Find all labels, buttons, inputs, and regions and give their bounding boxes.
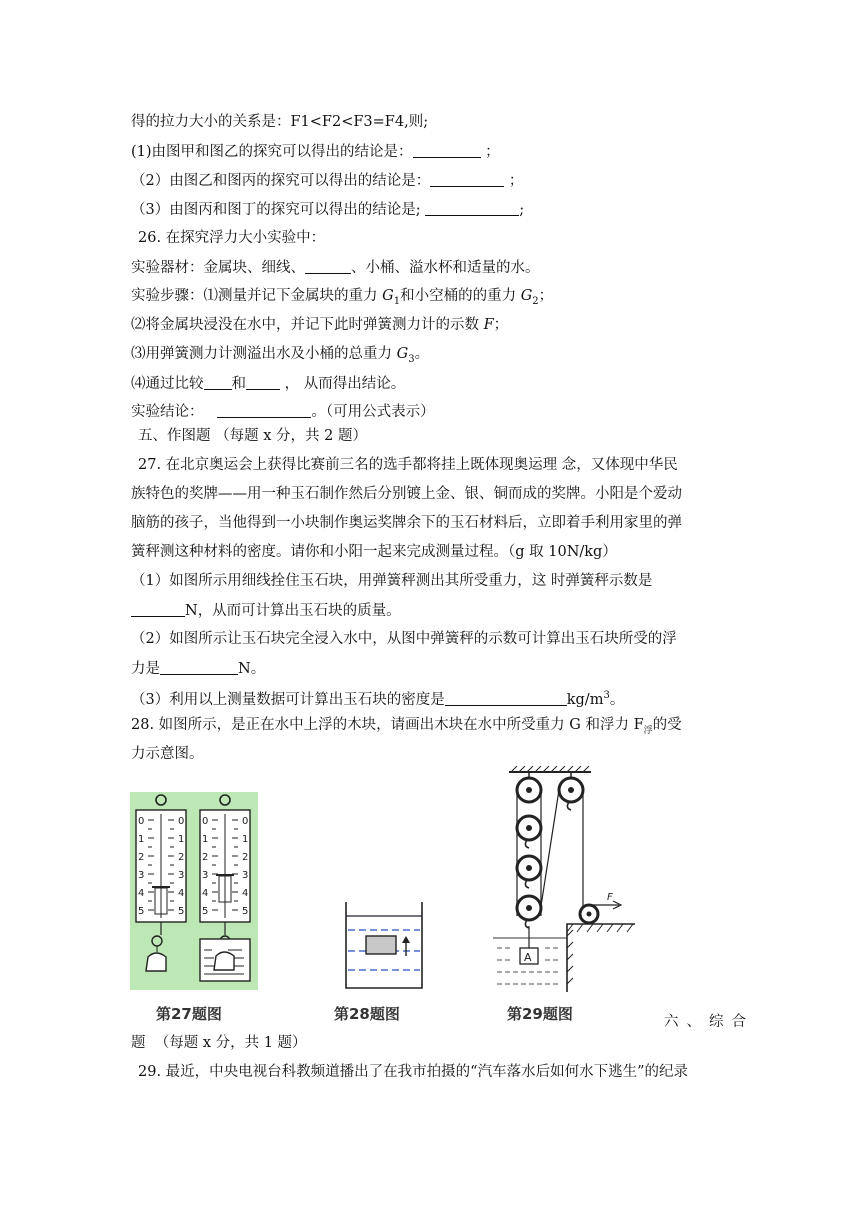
- conclusion-line: [131, 401, 435, 422]
- svg-text:0: 0: [138, 816, 145, 827]
- subscript: 2: [532, 295, 539, 307]
- text: ；: [485, 144, 500, 160]
- text: 实验结论：: [131, 404, 204, 420]
- text: （每题 x 分，共 1 题）: [154, 1035, 307, 1051]
- text: （3）由图丙和图丁的探究可以得出的结论是;: [131, 202, 421, 218]
- text: N，从而可计算出玉石块的质量。: [185, 603, 401, 619]
- svg-text:1: 1: [202, 834, 209, 845]
- question-27-text: [138, 455, 678, 475]
- text: N。: [238, 661, 266, 677]
- text: 。: [414, 346, 430, 362]
- text: 簧秤测这种材料的密度。请你和小阳一起来完成测量过程。（g 取 10N/kg）: [131, 544, 617, 560]
- text: 实验步骤：⑴测量并记下金属块的重力: [131, 288, 378, 304]
- text: （2）如图所示让玉石块完全浸入水中，从图中弹簧秤的示数可计算出玉石块所受的浮: [131, 631, 677, 647]
- answer-blank[interactable]: [131, 600, 185, 617]
- text: ;: [519, 202, 525, 218]
- svg-text:5: 5: [242, 906, 249, 917]
- answer-blank[interactable]: [445, 689, 567, 706]
- text: 。: [609, 691, 625, 708]
- text: 29. 最近，中央电视台科教频道播出了在我市拍摄的“汽车落水后如何水下逃生”的纪录: [138, 1064, 688, 1080]
- text: ⑵将金属块浸没在水中，并记下此时弹簧测力计的示数: [131, 317, 479, 333]
- figure-29-pulley-system: [493, 766, 731, 992]
- svg-text:3: 3: [202, 870, 209, 881]
- svg-text:0: 0: [242, 816, 249, 827]
- question-27-part2: [131, 629, 677, 649]
- svg-text:2: 2: [138, 852, 145, 863]
- subscript: 浮: [643, 725, 653, 736]
- text: 和小空桶的的重力: [400, 288, 517, 304]
- text: ；: [538, 288, 554, 304]
- question-27-part1: [131, 571, 652, 591]
- text: ⑷通过比较: [131, 376, 204, 392]
- answer-blank[interactable]: [425, 199, 519, 216]
- text: 和: [231, 376, 246, 392]
- question-27-text: [131, 484, 682, 504]
- text: (1)由图甲和图乙的探究可以得出的结论是：: [131, 144, 413, 160]
- svg-text:2: 2: [242, 852, 249, 863]
- svg-text:2: 2: [178, 852, 185, 863]
- question-27-part1-answer: [131, 600, 401, 621]
- section-6-heading: [664, 1012, 754, 1032]
- answer-blank[interactable]: [204, 373, 232, 390]
- wood-block: [366, 936, 396, 954]
- text: 27. 在北京奥运会上获得比赛前三名的选手都将挂上既体现奥运理 念，又体现中华民: [138, 457, 678, 473]
- figure-27-spring-scales: [130, 792, 258, 990]
- symbol: F: [483, 317, 494, 333]
- figure-28-caption: 第28题图: [334, 1005, 400, 1023]
- question-28-text: [131, 715, 682, 741]
- fixed-pulley-1: [517, 772, 541, 802]
- object-a-label: A: [524, 951, 532, 964]
- svg-text:0: 0: [178, 816, 185, 827]
- spring-scale-right: [200, 795, 250, 981]
- text: 力示意图。: [131, 746, 204, 762]
- svg-text:1: 1: [138, 834, 145, 845]
- text: 、小桶、溢水杯和适量的水。: [351, 260, 540, 276]
- text: ⑶用弹簧测力计测溢出水及小桶的总重力: [131, 346, 392, 362]
- text: 。（可用公式表示）: [311, 404, 435, 420]
- text: 脑筋的孩子，当他得到一小块制作奥运奖牌余下的玉石材料后，立即着手利用家里的弹: [131, 515, 682, 531]
- question-27-part3: [131, 686, 624, 710]
- figure-29-caption: 第29题图: [507, 1005, 573, 1023]
- section-5-heading: [138, 426, 367, 446]
- svg-text:5: 5: [178, 906, 185, 917]
- step-2: [131, 315, 508, 335]
- svg-text:3: 3: [178, 870, 185, 881]
- fixed-pulley-2: [559, 772, 583, 810]
- question-25-part2: [131, 170, 523, 191]
- answer-blank[interactable]: [413, 141, 481, 158]
- text: ， 从而得出结论。: [284, 376, 406, 392]
- svg-text:2: 2: [202, 852, 209, 863]
- answer-blank[interactable]: [305, 257, 351, 274]
- section-6-heading-cont: [131, 1033, 307, 1053]
- question-28-text: [131, 744, 204, 764]
- symbol: G: [382, 288, 394, 304]
- question-26-title: [138, 228, 325, 248]
- answer-blank[interactable]: [217, 401, 311, 418]
- text: （3）利用以上测量数据可计算出玉石块的密度是: [131, 691, 445, 708]
- question-27-text: [131, 542, 617, 562]
- text: ；: [493, 317, 509, 333]
- svg-text:0: 0: [202, 816, 209, 827]
- svg-text:4: 4: [202, 888, 209, 899]
- question-27-text: [131, 513, 682, 533]
- figure-28-floating-block: [344, 900, 424, 992]
- step-4: [131, 373, 405, 394]
- text: 五、作图题 （每题 x 分，共 2 题）: [138, 428, 367, 444]
- svg-text:5: 5: [138, 906, 145, 917]
- answer-blank[interactable]: [430, 170, 504, 187]
- symbol: G: [520, 288, 533, 304]
- text: （2）由图乙和图丙的探究可以得出的结论是：: [131, 173, 431, 189]
- text: 力是: [131, 661, 160, 677]
- answer-blank[interactable]: [246, 373, 280, 390]
- pulley-chain: [517, 816, 541, 928]
- text: 28. 如图所示，是正在水中上浮的木块，请画出木块在水中所受重力 G 和浮力 F: [131, 717, 644, 733]
- svg-text:3: 3: [138, 870, 145, 881]
- cliff: [567, 924, 635, 992]
- question-29-text: [138, 1062, 688, 1082]
- text: 族特色的奖牌——用一种玉石制作然后分别镀上金、银、铜而成的奖牌。小阳是个爱动: [131, 486, 682, 502]
- symbol: G: [396, 346, 409, 362]
- text: kg/m: [566, 691, 604, 708]
- answer-blank[interactable]: [160, 658, 238, 675]
- svg-text:5: 5: [202, 906, 209, 917]
- svg-text:1: 1: [242, 834, 249, 845]
- question-25-part3: [131, 199, 524, 220]
- svg-text:1: 1: [178, 834, 185, 845]
- text-line: [131, 112, 428, 132]
- superscript: 3: [603, 690, 610, 701]
- text: 题: [131, 1035, 146, 1051]
- svg-text:4: 4: [138, 888, 145, 899]
- text: 得的拉力大小的关系是：F1<F2<F3=F4,则;: [131, 114, 429, 130]
- text: 26. 在探究浮力大小实验中：: [138, 230, 326, 246]
- text: 的受: [652, 717, 682, 733]
- step-3: [131, 344, 429, 370]
- subscript: 1: [393, 295, 401, 307]
- force-label: F: [607, 892, 613, 903]
- svg-text:4: 4: [242, 888, 249, 899]
- text: 六、综合: [664, 1014, 754, 1030]
- text: 实验器材：金属块、细线、: [131, 260, 305, 276]
- figure-27-caption: 第27题图: [156, 1005, 222, 1023]
- svg-text:4: 4: [178, 888, 185, 899]
- question-27-part2-answer: [131, 658, 265, 679]
- step-1: [131, 286, 553, 312]
- question-25-part1: [131, 141, 500, 162]
- text: ；: [508, 173, 524, 189]
- svg-text:3: 3: [242, 870, 249, 881]
- text: （1）如图所示用细线拴住玉石块，用弹簧秤测出其所受重力，这 时弹簧秤示数是: [131, 573, 653, 589]
- equipment-line: [131, 257, 540, 278]
- subscript: 3: [408, 353, 415, 365]
